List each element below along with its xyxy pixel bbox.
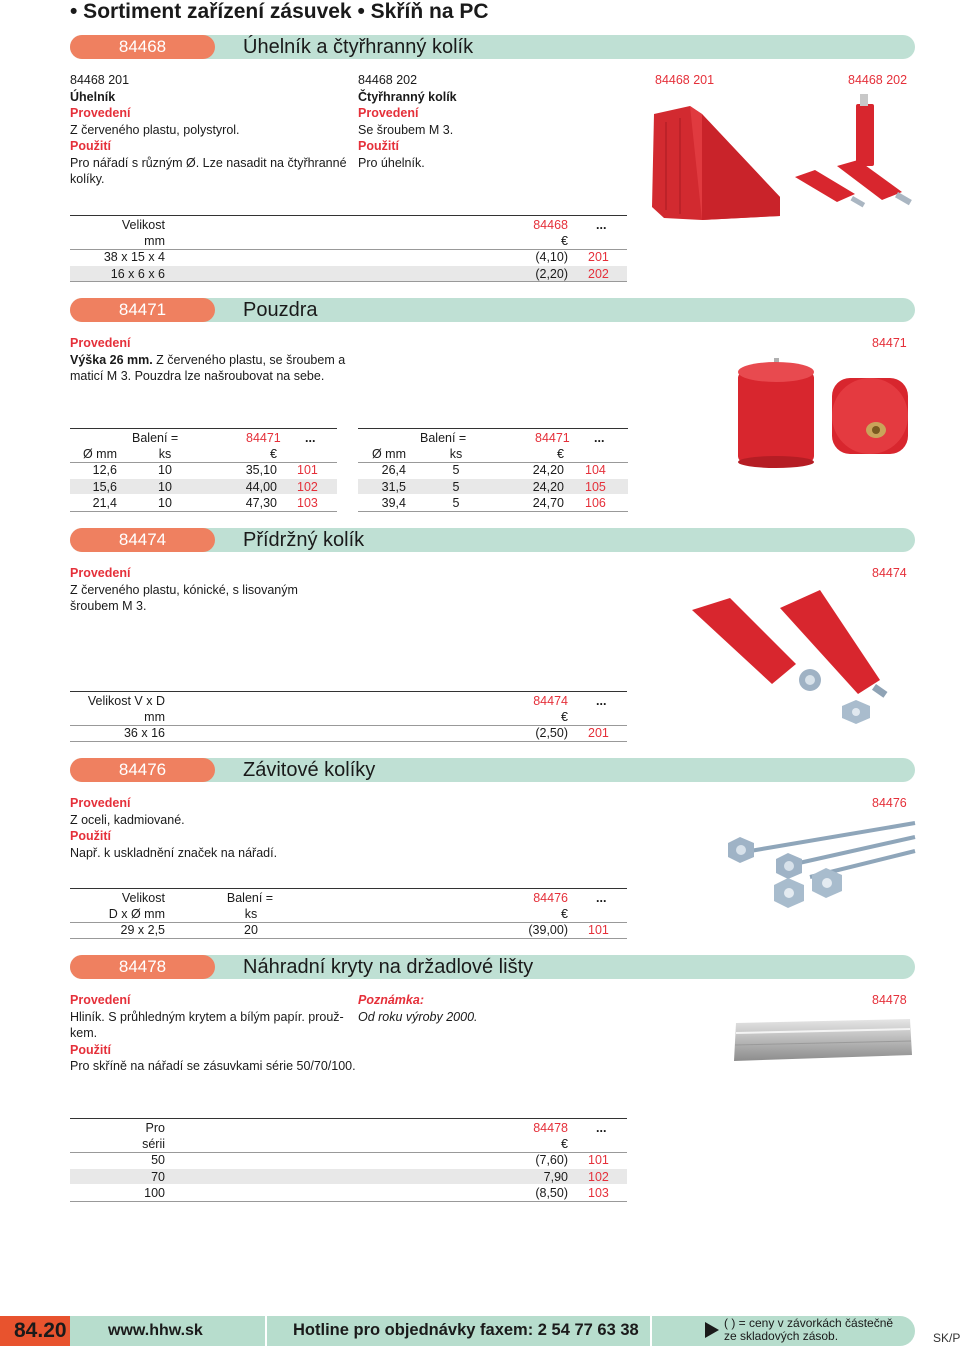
product-note-84478 xyxy=(358,992,478,1025)
table-header-code: 84474 xyxy=(533,694,568,708)
product-image-retaining-pegs xyxy=(680,580,920,730)
table-cell-suffix: 104 xyxy=(585,463,606,477)
product-description-84476 xyxy=(70,795,277,861)
table-header: Pro xyxy=(145,1121,165,1135)
table-cell: 5 xyxy=(452,496,460,510)
table-cell: 5 xyxy=(452,480,460,494)
table-cell-suffix: 101 xyxy=(588,1153,609,1167)
text-line: kolíky. xyxy=(70,172,105,186)
table-cell: (4,10) xyxy=(535,250,568,264)
table-header-code: 84468 xyxy=(533,218,568,232)
table-header: Balení = xyxy=(132,431,179,445)
image-label: 84474 xyxy=(872,566,907,580)
label-provedeni: Provedení xyxy=(70,566,131,580)
hotline-text: Hotline pro objednávky faxem: 2 54 77 63 38 xyxy=(293,1321,639,1339)
table-cell-suffix: 103 xyxy=(588,1186,609,1200)
table-header: ... xyxy=(596,1121,607,1135)
product-image-bushes xyxy=(730,358,920,468)
section-title: Závitové kolíky xyxy=(243,759,376,781)
section-code-badge: 84478 xyxy=(70,955,215,979)
image-label: 84478 xyxy=(872,993,907,1007)
section-code-badge: 84474 xyxy=(70,528,215,552)
label-provedeni: Provedení xyxy=(358,106,419,120)
text-line: Hliník. S průhledným krytem a bílým papír. prouž- xyxy=(70,1009,344,1024)
label-poznamka: Poznámka: xyxy=(358,993,424,1007)
product-image-angle-bracket xyxy=(640,92,920,222)
image-label: 84476 xyxy=(872,796,907,810)
table-header: mm xyxy=(144,710,165,724)
price-note xyxy=(724,1317,893,1343)
page-number: 84.20 xyxy=(14,1319,67,1342)
image-label: 84471 xyxy=(872,336,907,350)
text-line: ze skladových zásob. xyxy=(724,1329,839,1343)
table-header: sérii xyxy=(142,1137,165,1151)
table-header: ks xyxy=(158,447,172,461)
table-cell: 100 xyxy=(144,1186,165,1200)
text-line: Se šroubem M 3. xyxy=(358,122,454,137)
text-rest: Z červeného plastu, se šroubem a xyxy=(152,352,346,367)
section-header-84478 xyxy=(70,955,915,979)
text-line: 84468 202 xyxy=(358,73,418,87)
label-provedeni: Provedení xyxy=(70,336,131,350)
table-cell-suffix: 202 xyxy=(588,267,609,281)
table-cell: 24,70 xyxy=(532,496,564,510)
website-link[interactable]: www.hhw.sk xyxy=(108,1322,203,1339)
product-image-threaded-pins xyxy=(700,815,920,915)
text-line: Od roku výroby 2000. xyxy=(358,1009,478,1024)
table-cell: 12,6 xyxy=(92,463,117,477)
table-header-code: 84471 xyxy=(535,431,570,445)
table-header: Velikost V x D xyxy=(87,694,165,708)
table-cell: 21,4 xyxy=(92,496,117,510)
table-header: ... xyxy=(596,694,607,708)
section-title: Přídržný kolík xyxy=(243,529,365,551)
table-cell: 50 xyxy=(151,1153,165,1167)
text-line: ( ) = ceny v závorkách částečně xyxy=(724,1316,894,1330)
text-line: Pro úhelník. xyxy=(358,155,425,170)
label-provedeni: Provedení xyxy=(70,106,131,120)
image-label: 84468 201 xyxy=(655,73,715,87)
table-cell: (39,00) xyxy=(528,923,568,937)
table-cell: 10 xyxy=(158,480,172,494)
text-bold: Výška 26 mm. xyxy=(70,352,153,367)
page-title: • Sortiment zařízení zásuvek • Skříň na PC xyxy=(70,0,489,23)
table-cell-suffix: 102 xyxy=(588,1170,609,1184)
label-provedeni: Provedení xyxy=(70,993,131,1007)
label-pouziti: Použití xyxy=(70,1042,111,1057)
section-header-84476 xyxy=(70,758,915,782)
text-line: šroubem M 3. xyxy=(70,599,147,613)
table-cell: 35,10 xyxy=(245,463,277,477)
table-header: Velikost xyxy=(121,891,165,905)
table-cell: 7,90 xyxy=(543,1170,568,1184)
section-code-badge: 84476 xyxy=(70,758,215,782)
table-cell: 38 x 15 x 4 xyxy=(103,250,165,264)
table-header: Ø mm xyxy=(82,447,117,461)
table-cell: 47,30 xyxy=(245,496,277,510)
page-number-badge xyxy=(0,1316,70,1346)
table-cell-suffix: 101 xyxy=(297,463,318,477)
table-header: ks xyxy=(244,907,258,921)
table-header: mm xyxy=(144,234,165,248)
section-code-badge: 84468 xyxy=(70,35,215,59)
table-header-code: 84471 xyxy=(246,431,281,445)
text-line: Z červeného plastu, polystyrol. xyxy=(70,122,240,137)
label-provedeni: Provedení xyxy=(70,796,131,810)
table-header-code: 84478 xyxy=(533,1121,568,1135)
product-description-84471 xyxy=(70,335,345,385)
table-cell: 26,4 xyxy=(381,463,406,477)
table-cell-suffix: 101 xyxy=(588,923,609,937)
text-line: Např. k uskladnění značek na nářadí. xyxy=(70,845,278,860)
table-header: € xyxy=(561,907,568,921)
table-header: € xyxy=(561,710,568,724)
table-cell-suffix: 201 xyxy=(588,250,609,264)
table-cell-suffix: 102 xyxy=(297,480,318,494)
table-header: Balení = xyxy=(226,891,274,905)
table-header: ... xyxy=(594,431,605,445)
table-header: € xyxy=(557,447,564,461)
table-cell: 5 xyxy=(452,463,460,477)
table-header: ... xyxy=(305,431,316,445)
footer-bar xyxy=(70,1316,915,1346)
table-cell: 29 x 2,5 xyxy=(120,923,165,937)
table-cell: 24,20 xyxy=(532,480,564,494)
text-line: Úhelník xyxy=(70,89,116,104)
table-cell: 24,20 xyxy=(532,463,564,477)
text-line: Z oceli, kadmiované. xyxy=(70,812,185,827)
table-cell: 70 xyxy=(151,1170,165,1184)
table-cell: (2,50) xyxy=(535,726,568,740)
table-cell: 10 xyxy=(158,463,172,477)
table-header: ... xyxy=(596,891,607,905)
product-image-cover-strips xyxy=(730,1015,915,1065)
table-cell: 10 xyxy=(158,496,172,510)
product-description-84468-201 xyxy=(70,72,347,188)
country-code: SK/P xyxy=(933,1331,960,1345)
section-code-badge: 84471 xyxy=(70,298,215,322)
product-description-84478 xyxy=(70,992,356,1075)
table-cell: 39,4 xyxy=(381,496,406,510)
text-line: kem. xyxy=(70,1026,98,1040)
table-header: Balení = xyxy=(420,431,467,445)
text-line xyxy=(70,352,345,369)
play-arrow-icon xyxy=(705,1322,719,1338)
table-cell: 16 x 6 x 6 xyxy=(110,267,165,281)
table-header: D x Ø mm xyxy=(108,907,165,921)
section-header-84474 xyxy=(70,528,915,552)
table-cell: (2,20) xyxy=(535,267,568,281)
text-line: Pro skříně na nářadí se zásuvkami série 50/70/100. xyxy=(70,1059,356,1073)
label-pouziti: Použití xyxy=(358,139,399,153)
section-title: Náhradní kryty na držadlové lišty xyxy=(243,956,534,978)
table-cell-suffix: 103 xyxy=(297,496,318,510)
text-line: Z červeného plastu, kónické, s lisovaným xyxy=(70,582,298,597)
text-line: Pro nářadí s různým Ø. Lze nasadit na čtyřhranné xyxy=(70,155,347,170)
table-cell: (7,60) xyxy=(535,1153,568,1167)
table-header: Ø mm xyxy=(371,447,406,461)
text-line: Čtyřhranný kolík xyxy=(358,89,457,104)
product-description-84474 xyxy=(70,565,298,615)
table-header: ks xyxy=(449,447,463,461)
image-label: 84468 202 xyxy=(848,73,908,87)
text-line: maticí M 3. Pouzdra lze našroubovat na sebe. xyxy=(70,369,325,383)
table-cell: 36 x 16 xyxy=(123,726,165,740)
table-header: € xyxy=(561,1137,568,1151)
table-cell-suffix: 105 xyxy=(585,480,606,494)
table-cell-suffix: 201 xyxy=(588,726,609,740)
table-cell: 20 xyxy=(244,923,258,937)
section-header-84471 xyxy=(70,298,915,322)
section-header-84468 xyxy=(70,35,915,59)
table-cell: 31,5 xyxy=(381,480,406,494)
footer-divider xyxy=(650,1316,652,1346)
table-header: ... xyxy=(596,218,607,232)
text-line: 84468 201 xyxy=(70,73,130,87)
table-header-code: 84476 xyxy=(533,891,568,905)
table-cell: 15,6 xyxy=(92,480,117,494)
table-cell: (8,50) xyxy=(535,1186,568,1200)
table-cell: 44,00 xyxy=(245,480,277,494)
label-pouziti: Použití xyxy=(70,139,111,153)
label-pouziti: Použití xyxy=(70,829,111,843)
table-header: € xyxy=(270,447,277,461)
footer-divider xyxy=(265,1316,267,1346)
table-header: Velikost xyxy=(121,218,165,232)
table-header: € xyxy=(561,234,568,248)
section-title: Pouzdra xyxy=(243,299,318,321)
table-cell-suffix: 106 xyxy=(585,496,606,510)
section-title: Úhelník a čtyřhranný kolík xyxy=(243,36,474,58)
product-description-84468-202 xyxy=(358,72,457,171)
